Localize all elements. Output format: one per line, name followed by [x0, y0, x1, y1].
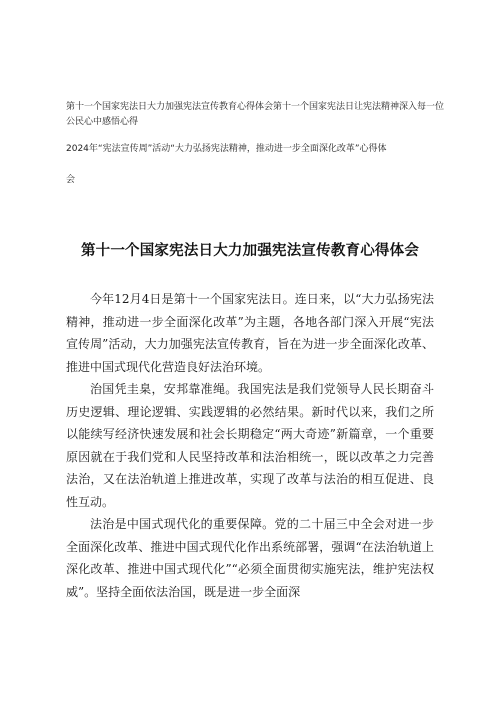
body-paragraph-1: 今年12月4日是第十一个国家宪法日。连日来，以“大力弘扬宪法精神，推动进一步全面深化改革”为主题，各地各部门深入开展“宪法宣传周”活动，大力加强宪法宣传教育，旨在为进一步全面深化改革、推进中国式现代化营造良好法治环境。	[66, 292, 434, 374]
toc-entry-2-continued: 会	[66, 175, 76, 185]
table-of-contents	[66, 100, 446, 188]
body-paragraph-2: 治国凭圭臬，安邦靠准绳。我国宪法是我们党领导人民长期奋斗历史逻辑、理论逻辑、实践逻辑的必然结果。新时代以来，我们之所以能续写经济快速发展和社会长期稳定“两大奇迹”新篇章，一个重要原因就在于我们党和人民坚持改革和法治相统一，既以改革之力完善法治，又在法治轨道上推进改革，实现了改革与法治的相互促进、良性互动。	[66, 382, 434, 509]
body-paragraph-3: 法治是中国式现代化的重要保障。党的二十届三中全会对进一步全面深化改革、推进中国式现代化作出系统部署，强调“在法治轨道上深化改革、推进中国式现代化”“必须全面贯彻实施宪法，维护宪法权威”。坚持全面依法治国，既是进一步全面深	[66, 517, 434, 599]
toc-entry-2: 2024年“宪法宣传周”活动“大力弘扬宪法精神，推动进一步全面深化改革”心得体	[66, 144, 387, 154]
toc-entry-1: 第十一个国家宪法日大力加强宪法宣传教育心得体会第十一个国家宪法日让宪法精神深入每一位公民心中感悟心得	[66, 102, 445, 127]
document-body	[66, 288, 434, 603]
document-title: 第十一个国家宪法日大力加强宪法宣传教育心得体会	[80, 243, 420, 259]
